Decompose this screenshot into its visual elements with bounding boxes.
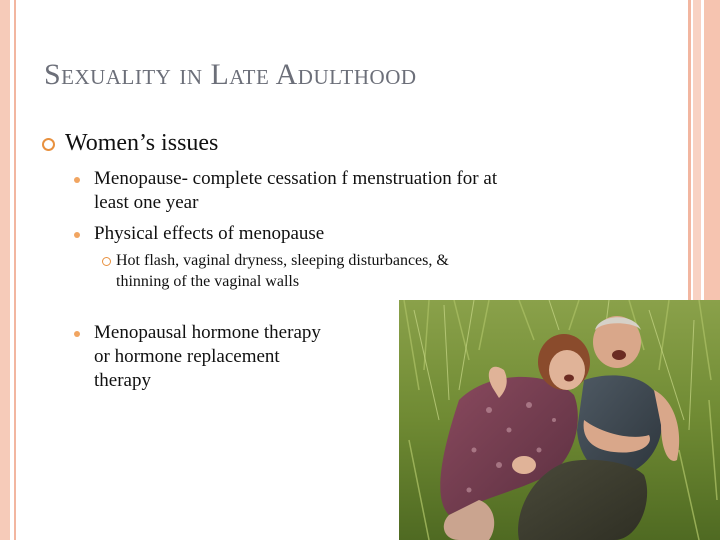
photo-couple-in-grass — [399, 300, 720, 540]
dot-bullet-icon — [72, 229, 82, 239]
subbullet-symptoms-line2: thinning of the vaginal walls — [116, 273, 300, 290]
bullet-menopause-line1: Menopause- complete cessation f menstruation for at — [94, 168, 498, 189]
ring-bullet-icon — [42, 138, 55, 151]
left-border — [0, 0, 10, 540]
left-border-line — [14, 0, 16, 540]
bullet-menopause-line2: least one year — [94, 192, 199, 213]
bullet-therapy-line2: or hormone replacement — [94, 346, 280, 367]
bullet-womens-issues — [42, 130, 218, 157]
subbullet-symptoms-line1: Hot flash, vaginal dryness, sleeping disturbances, & — [116, 252, 449, 269]
dot-bullet-icon — [72, 174, 82, 184]
bullet-therapy-line1: Menopausal hormone therapy — [94, 322, 321, 343]
slide-title: Sexuality in Late Adulthood — [44, 58, 417, 91]
bullet-therapy-line3: therapy — [94, 370, 151, 391]
ring-subbullet-icon — [102, 257, 111, 266]
dot-bullet-icon — [72, 328, 82, 338]
bullet-physical-effects: Physical effects of menopause — [94, 223, 325, 244]
bullet-womens-issues-text: Women’s issues — [65, 130, 219, 156]
